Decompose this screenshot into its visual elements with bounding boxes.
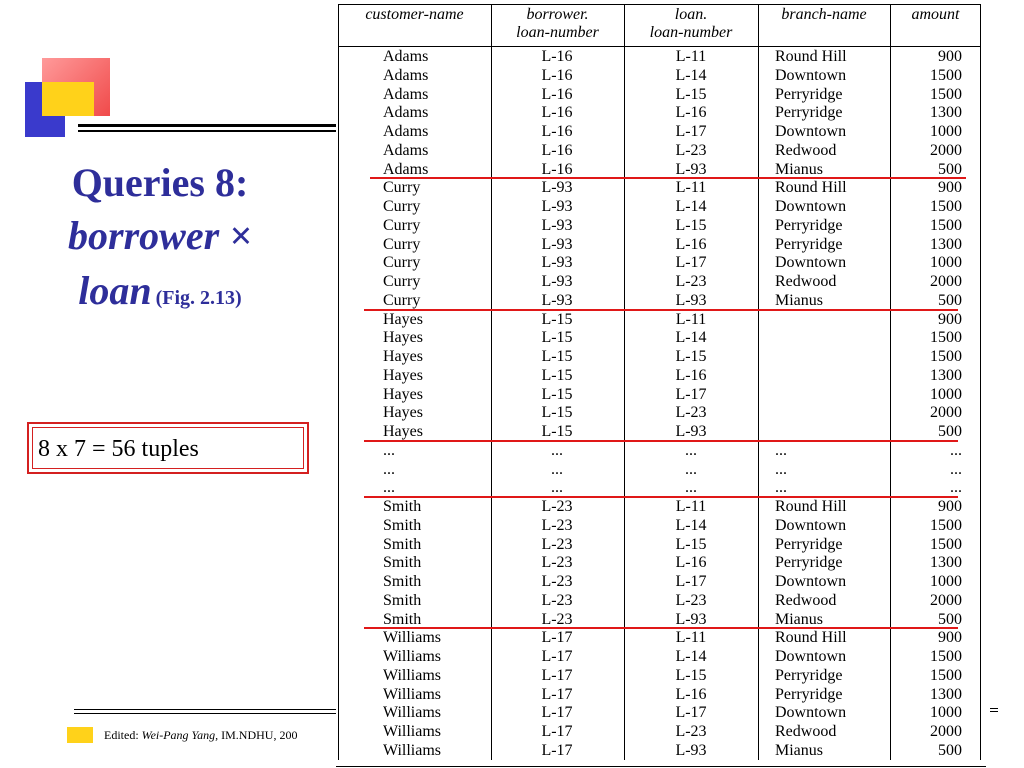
cell-branch-name: Downtown [775,704,847,722]
cell-amount: 1300 [930,554,962,572]
cell-customer-name: Smith [383,535,422,553]
cell-customer-name: Hayes [383,423,423,440]
cell-amount: 1500 [930,535,962,553]
cell-borrower-loan-number: L-16 [541,85,573,103]
table-row [338,198,981,217]
cell-borrower-loan-number: L-23 [541,535,573,553]
cell-customer-name: Hayes [383,366,423,384]
cell-branch-name: Downtown [775,123,847,140]
cell-loan-loan-number: L-23 [675,404,707,422]
cell-branch-name: Downtown [775,516,847,534]
table-row [338,104,981,123]
cell-borrower-loan-number: L-93 [541,254,573,272]
cell-customer-name: ... [383,479,395,497]
footer-yellow-square [67,727,93,743]
table-row [338,498,981,517]
cell-amount: 1000 [930,704,962,722]
cell-customer-name: Curry [383,235,421,253]
table-row [338,254,981,273]
table-row [338,48,981,67]
cell-borrower-loan-number: L-93 [541,291,573,309]
footer-author: Wei-Pang Yang, [141,728,219,742]
cell-loan-loan-number: L-14 [675,516,707,534]
cell-loan-loan-number: L-11 [675,498,707,515]
cell-borrower-loan-number: L-93 [541,198,573,215]
cell-customer-name: Smith [383,591,422,609]
table-row [338,667,981,686]
cell-amount: 1300 [930,685,962,703]
cell-borrower-loan-number: L-15 [541,404,573,422]
cell-loan-loan-number: L-16 [675,366,707,384]
cell-branch-name: Downtown [775,198,847,215]
decor-yellow-square [42,82,94,116]
table-row [338,86,981,105]
tuple-count-text: 8 x 7 = 56 tuples [32,427,304,469]
header-rule [338,46,981,47]
cell-loan-loan-number: L-17 [675,704,707,722]
cell-amount: 2000 [930,404,962,422]
cell-loan-loan-number: L-93 [675,160,707,178]
cell-amount: ... [950,460,962,478]
cell-branch-name: Round Hill [775,629,847,647]
cell-branch-name: ... [775,460,787,478]
cell-amount: 1300 [930,104,962,122]
table-row [338,217,981,236]
decor-rule [78,130,336,132]
cell-branch-name: Downtown [775,648,847,665]
cell-customer-name: Hayes [383,329,423,347]
cell-customer-name: Hayes [383,404,423,422]
cell-amount: 1000 [930,573,962,590]
cell-borrower-loan-number: L-17 [541,685,573,703]
cell-loan-loan-number: L-17 [675,254,707,272]
cell-branch-name: Redwood [775,723,837,740]
cell-branch-name: Perryridge [775,85,843,103]
cell-amount: 900 [938,629,962,647]
cell-borrower-loan-number: L-16 [541,123,573,140]
table-row [338,329,981,348]
cell-amount: 900 [938,48,962,65]
cell-branch-name: ... [775,441,787,459]
table-row [338,536,981,555]
cell-customer-name: Adams [383,66,429,84]
table-row [338,517,981,536]
cell-loan-loan-number: ... [685,479,697,497]
cell-amount: 500 [938,610,962,628]
cell-loan-loan-number: L-93 [675,741,707,759]
cell-amount: 1500 [930,198,962,215]
cell-amount: 1000 [930,123,962,140]
cell-branch-name: Redwood [775,273,837,290]
table-row [338,648,981,667]
cell-customer-name: Smith [383,554,422,572]
cell-loan-loan-number: ... [685,441,697,459]
cell-branch-name: Redwood [775,591,837,609]
table-row [338,142,981,161]
cell-borrower-loan-number: L-93 [541,235,573,253]
cell-branch-name: Downtown [775,66,847,84]
cell-branch-name: Perryridge [775,104,843,122]
cell-customer-name: ... [383,441,395,459]
cell-customer-name: Curry [383,254,421,272]
cell-borrower-loan-number: L-17 [541,666,573,684]
header-line-1: loan. [674,6,708,23]
title-line-2: borrower × [68,213,252,258]
header-line-2: amount [911,6,960,23]
group-separator-line [364,440,958,442]
cell-borrower-loan-number: ... [551,441,563,459]
cell-loan-loan-number: L-14 [675,648,707,665]
header-line-2: branch-name [781,6,867,23]
cell-customer-name: Williams [383,648,442,665]
cell-loan-loan-number: L-15 [675,535,707,553]
cell-loan-loan-number: L-17 [675,123,707,140]
cell-amount: ... [950,441,962,459]
table-row [338,461,981,480]
cell-branch-name: Perryridge [775,554,843,572]
cell-amount: 1500 [930,85,962,103]
cell-amount: 1500 [930,648,962,665]
cell-loan-loan-number: L-93 [675,423,707,440]
cell-customer-name: Hayes [383,310,423,328]
cell-branch-name: Mianus [775,160,823,178]
cell-loan-loan-number: L-11 [675,48,707,65]
cell-customer-name: Hayes [383,385,423,403]
table-row [338,386,981,405]
header-line-2: loan-number [649,24,733,41]
cell-borrower-loan-number: L-23 [541,610,573,628]
cell-borrower-loan-number: ... [551,460,563,478]
cell-loan-loan-number: L-11 [675,629,707,647]
cell-customer-name: Smith [383,573,422,590]
cell-amount: 1300 [930,366,962,384]
cell-customer-name: Adams [383,48,429,65]
cell-branch-name: Perryridge [775,685,843,703]
cell-amount: 2000 [930,591,962,609]
footer-suffix: IM.NDHU, 200 [218,728,298,742]
cell-borrower-loan-number: L-15 [541,348,573,365]
cell-branch-name: Perryridge [775,666,843,684]
cell-branch-name: Mianus [775,610,823,628]
cell-loan-loan-number: L-11 [675,310,707,328]
header-line-2: loan-number [516,24,599,41]
footer-rule [74,709,336,710]
cell-amount: 500 [938,741,962,759]
cell-amount: 500 [938,423,962,440]
table-row [338,442,981,461]
table-row [338,367,981,386]
cell-borrower-loan-number: L-93 [541,216,573,234]
cell-loan-loan-number: L-16 [675,554,707,572]
cell-branch-name: ... [775,479,787,497]
cell-branch-name: Mianus [775,291,823,309]
cell-borrower-loan-number: L-15 [541,310,573,328]
cell-borrower-loan-number: L-23 [541,554,573,572]
cell-loan-loan-number: L-23 [675,141,707,159]
table-row [338,404,981,423]
header-customer-name [338,6,491,24]
cell-borrower-loan-number: L-15 [541,329,573,347]
table-row [338,723,981,742]
group-separator-line [364,627,958,629]
cell-loan-loan-number: L-23 [675,273,707,290]
cell-customer-name: Williams [383,723,442,740]
cell-customer-name: Adams [383,85,429,103]
cell-borrower-loan-number: L-17 [541,648,573,665]
cell-loan-loan-number: L-17 [675,573,707,590]
cell-amount: 1000 [930,254,962,272]
group-separator-line [370,177,966,179]
cell-borrower-loan-number: L-23 [541,498,573,515]
cell-customer-name: Williams [383,629,442,647]
table-row [338,592,981,611]
title-loan: loan [78,268,152,313]
cell-borrower-loan-number: ... [551,479,563,497]
cell-customer-name: Adams [383,104,429,122]
table-row [338,236,981,255]
cell-branch-name: Round Hill [775,498,847,515]
header-borrower-loan-number [491,6,624,42]
table-row [338,123,981,142]
cell-loan-loan-number: L-93 [675,610,707,628]
cell-customer-name: Adams [383,123,429,140]
cell-loan-loan-number: L-23 [675,591,707,609]
cell-loan-loan-number: L-16 [675,104,707,122]
table-row [338,348,981,367]
cell-borrower-loan-number: L-17 [541,629,573,647]
table-row [338,704,981,723]
cell-borrower-loan-number: L-16 [541,48,573,65]
group-separator-line [364,309,958,311]
cell-borrower-loan-number: L-17 [541,704,573,722]
table-row [338,273,981,292]
cell-amount: 1500 [930,66,962,84]
cell-customer-name: Adams [383,160,429,178]
table-row [338,573,981,592]
cell-amount: 2000 [930,723,962,740]
table-bottom-rule [336,766,986,767]
cell-branch-name: Round Hill [775,179,847,197]
cell-customer-name: Hayes [383,348,423,365]
cell-amount: 500 [938,291,962,309]
cell-loan-loan-number: L-15 [675,666,707,684]
cell-amount: 1500 [930,348,962,365]
table-row [338,686,981,705]
cell-customer-name: Williams [383,685,442,703]
footer-credit [104,728,297,743]
cell-amount: 900 [938,498,962,515]
cell-customer-name: Williams [383,704,442,722]
cell-loan-loan-number: L-14 [675,198,707,215]
cell-loan-loan-number: L-16 [675,685,707,703]
cell-amount: 1300 [930,235,962,253]
cell-borrower-loan-number: L-23 [541,573,573,590]
cell-amount: 900 [938,179,962,197]
cell-branch-name: Round Hill [775,48,847,65]
cell-customer-name: Curry [383,273,421,290]
cell-loan-loan-number: L-14 [675,66,707,84]
table-row [338,179,981,198]
cell-customer-name: Smith [383,610,422,628]
cell-borrower-loan-number: L-16 [541,160,573,178]
header-line-2: customer-name [365,6,464,23]
cell-customer-name: Curry [383,216,421,234]
cell-customer-name: Curry [383,179,421,197]
table-row [338,311,981,330]
cell-loan-loan-number: L-17 [675,385,707,403]
cell-customer-name: Curry [383,198,421,215]
cell-branch-name: Downtown [775,573,847,590]
title-line-1: Queries 8: [71,160,249,205]
cell-customer-name: Smith [383,498,422,515]
table-row [338,742,981,761]
cell-branch-name: Perryridge [775,235,843,253]
cell-amount: 2000 [930,273,962,290]
cell-borrower-loan-number: L-16 [541,66,573,84]
decor-dash [990,711,998,712]
footer-prefix: Edited: [104,728,142,742]
cell-loan-loan-number: L-11 [675,179,707,197]
cell-customer-name: Smith [383,516,422,534]
cell-loan-loan-number: L-93 [675,291,707,309]
cell-amount: ... [950,479,962,497]
header-branch-name [758,6,890,24]
cell-customer-name: Curry [383,291,421,309]
cell-borrower-loan-number: L-16 [541,104,573,122]
table-row [338,67,981,86]
cell-customer-name: Williams [383,741,442,759]
cell-loan-loan-number: ... [685,460,697,478]
cell-borrower-loan-number: L-23 [541,516,573,534]
cell-loan-loan-number: L-15 [675,216,707,234]
cell-loan-loan-number: L-15 [675,348,707,365]
cell-borrower-loan-number: L-15 [541,366,573,384]
cell-amount: 1500 [930,666,962,684]
cell-loan-loan-number: L-15 [675,85,707,103]
header-loan-loan-number [624,6,758,42]
decor-rule [78,124,336,127]
cell-customer-name: ... [383,460,395,478]
title-line-3 [30,264,290,327]
cartesian-product-table [338,4,983,764]
cell-branch-name: Redwood [775,141,837,159]
cell-branch-name: Mianus [775,741,823,759]
cell-amount: 1000 [930,385,962,403]
cell-branch-name: Perryridge [775,535,843,553]
cell-customer-name: Williams [383,666,442,684]
group-separator-line [364,496,958,498]
header-amount [890,6,981,24]
cell-amount: 1500 [930,329,962,347]
cell-borrower-loan-number: L-93 [541,179,573,197]
cell-loan-loan-number: L-14 [675,329,707,347]
cell-amount: 2000 [930,141,962,159]
cell-borrower-loan-number: L-16 [541,141,573,159]
figure-reference: (Fig. 2.13) [155,287,242,309]
decor-dash [990,708,998,709]
cell-loan-loan-number: L-16 [675,235,707,253]
cell-borrower-loan-number: L-15 [541,385,573,403]
tuple-count-box [27,422,309,474]
cell-amount: 1500 [930,216,962,234]
cell-borrower-loan-number: L-93 [541,273,573,290]
footer-rule [74,713,336,714]
cell-borrower-loan-number: L-17 [541,741,573,759]
cell-borrower-loan-number: L-15 [541,423,573,440]
cell-amount: 900 [938,310,962,328]
table-row [338,554,981,573]
cell-customer-name: Adams [383,141,429,159]
cell-branch-name: Downtown [775,254,847,272]
header-line-1: borrower. [526,6,589,23]
cell-borrower-loan-number: L-17 [541,723,573,740]
table-row [338,629,981,648]
cell-loan-loan-number: L-23 [675,723,707,740]
cell-amount: 1500 [930,516,962,534]
slide-title [30,158,290,327]
cell-branch-name: Perryridge [775,216,843,234]
cell-amount: 500 [938,160,962,178]
cell-borrower-loan-number: L-23 [541,591,573,609]
